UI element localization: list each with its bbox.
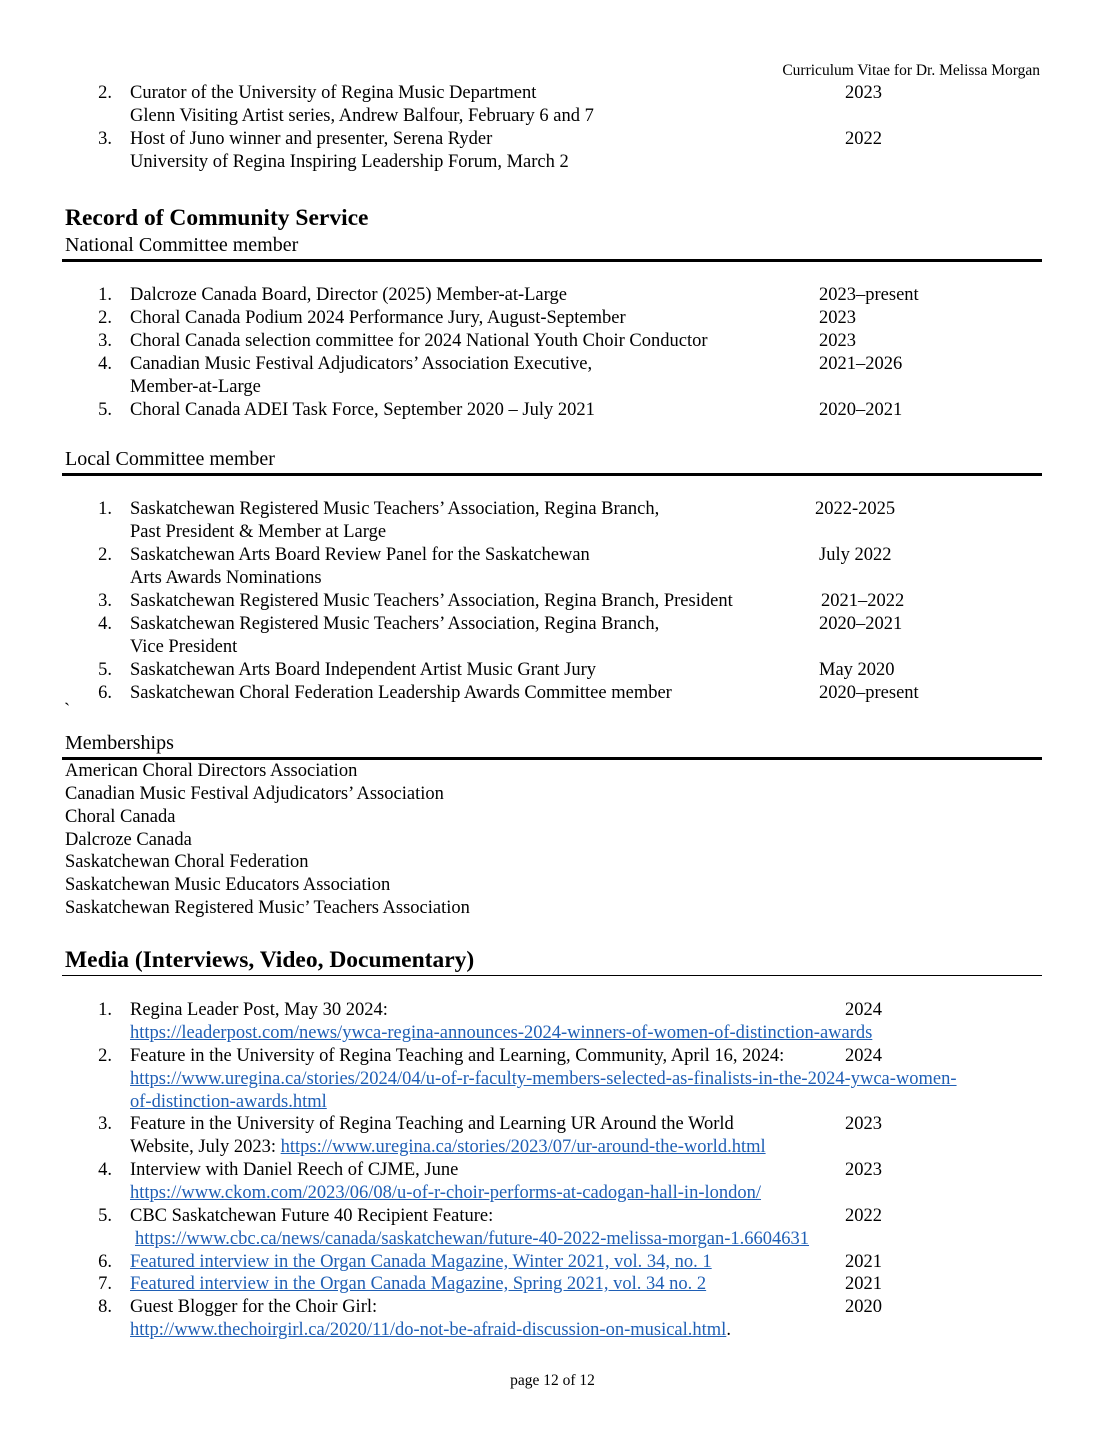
subsection-title-memberships: Memberships xyxy=(65,732,174,754)
membership-item: Dalcroze Canada xyxy=(65,830,192,850)
membership-item: Saskatchewan Choral Federation xyxy=(65,852,309,872)
list-item-text: Feature in the University of Regina Teaching and Learning, Community, April 16, 2024: xyxy=(130,1046,785,1066)
list-item-text: Saskatchewan Arts Board Review Panel for the Saskatchewan xyxy=(130,545,590,565)
membership-item: Saskatchewan Music Educators Association xyxy=(65,875,391,895)
list-item-text: Choral Canada ADEI Task Force, September 2020 – July 2021 xyxy=(130,400,595,420)
list-item-year: July 2022 xyxy=(819,545,892,565)
list-item-year: 2023 xyxy=(845,83,882,103)
list-item-year: 2024 xyxy=(845,1046,882,1066)
list-item-text: Website, July 2023: xyxy=(130,1137,281,1157)
list-number: 6. xyxy=(98,683,112,703)
list-item-year: 2022-2025 xyxy=(815,499,896,519)
divider xyxy=(62,259,1042,262)
list-item-year: 2020–2021 xyxy=(819,400,903,420)
list-item-year: 2022 xyxy=(845,1206,882,1226)
list-number: 5. xyxy=(98,1206,112,1226)
list-item-text: Interview with Daniel Reech of CJME, June xyxy=(130,1160,459,1180)
list-number: 3. xyxy=(98,129,112,149)
list-number: 4. xyxy=(98,354,112,374)
subsection-title-local: Local Committee member xyxy=(65,448,275,470)
list-number: 8. xyxy=(98,1297,112,1317)
list-number: 2. xyxy=(98,83,112,103)
list-item-text: Guest Blogger for the Choir Girl: xyxy=(130,1297,378,1317)
list-item-text: Canadian Music Festival Adjudicators’ Association Executive, xyxy=(130,354,593,374)
divider xyxy=(62,473,1042,476)
list-item-year: 2020–2021 xyxy=(819,614,903,634)
list-item-year: 2023 xyxy=(819,331,856,351)
list-item-text: Saskatchewan Choral Federation Leadership Awards Committee member xyxy=(130,683,672,703)
membership-item: Canadian Music Festival Adjudicators’ Association xyxy=(65,784,444,804)
list-item-text: Dalcroze Canada Board, Director (2025) Member-at-Large xyxy=(130,285,567,305)
list-number: 7. xyxy=(98,1274,112,1294)
list-item-text: Host of Juno winner and presenter, Serena Ryder xyxy=(130,129,493,149)
page-number: page 12 of 12 xyxy=(510,1372,595,1389)
list-item-text: Feature in the University of Regina Teaching and Learning UR Around the World xyxy=(130,1114,734,1134)
list-item-text: Arts Awards Nominations xyxy=(130,568,322,588)
list-item-text: Regina Leader Post, May 30 2024: xyxy=(130,1000,388,1020)
list-number: 3. xyxy=(98,331,112,351)
list-item-text: Member-at-Large xyxy=(130,377,261,397)
trailing-period: . xyxy=(726,1320,731,1340)
media-link[interactable]: http://www.thechoirgirl.ca/2020/11/do-not-be-afraid-discussion-on-musical.html xyxy=(130,1320,727,1340)
list-item-text: Curator of the University of Regina Music Department xyxy=(130,83,537,103)
list-item-year: 2021 xyxy=(845,1274,882,1294)
list-number: 2. xyxy=(98,308,112,328)
membership-item: Saskatchewan Registered Music’ Teachers Association xyxy=(65,898,470,918)
list-item-text: University of Regina Inspiring Leadership Forum, March 2 xyxy=(130,152,569,172)
list-number: 2. xyxy=(98,1046,112,1066)
list-item-text: Past President & Member at Large xyxy=(130,522,387,542)
list-item-year: 2023–present xyxy=(819,285,919,305)
list-item-year: 2021 xyxy=(845,1252,882,1272)
list-number: 4. xyxy=(98,1160,112,1180)
list-item-year: 2023 xyxy=(845,1114,882,1134)
list-number: 1. xyxy=(98,499,112,519)
list-number: 3. xyxy=(98,591,112,611)
media-link[interactable]: https://www.uregina.ca/stories/2023/07/ur-around-the-world.html xyxy=(280,1137,766,1157)
list-item-year: 2023 xyxy=(819,308,856,328)
section-title-community-service: Record of Community Service xyxy=(65,205,369,231)
section-title-media: Media (Interviews, Video, Documentary) xyxy=(65,947,475,973)
list-item-text: Saskatchewan Registered Music Teachers’ Association, Regina Branch, xyxy=(130,499,660,519)
list-item-year: May 2020 xyxy=(819,660,895,680)
list-item-text: Glenn Visiting Artist series, Andrew Balfour, February 6 and 7 xyxy=(130,106,594,126)
media-link[interactable]: https://www.uregina.ca/stories/2024/04/u-of-r-faculty-members-selected-as-finalists-in-the-2024-ywca-women- xyxy=(130,1069,957,1089)
list-item-text: Vice President xyxy=(130,637,238,657)
list-number: 1. xyxy=(98,1000,112,1020)
list-number: 2. xyxy=(98,545,112,565)
list-item-year: 2022 xyxy=(845,129,882,149)
membership-item: American Choral Directors Association xyxy=(65,761,358,781)
list-item-year: 2021–2026 xyxy=(819,354,903,374)
list-item-text: Choral Canada selection committee for 2024 National Youth Choir Conductor xyxy=(130,331,708,351)
list-number: 5. xyxy=(98,660,112,680)
stray-mark: ` xyxy=(64,701,71,721)
list-item-year: 2021–2022 xyxy=(821,591,905,611)
list-number: 1. xyxy=(98,285,112,305)
list-item-year: 2023 xyxy=(845,1160,882,1180)
list-number: 4. xyxy=(98,614,112,634)
list-item-year: 2020 xyxy=(845,1297,882,1317)
list-item-text: Choral Canada Podium 2024 Performance Jury, August-September xyxy=(130,308,626,328)
media-link[interactable]: https://leaderpost.com/news/ywca-regina-announces-2024-winners-of-women-of-distinction-awards xyxy=(130,1023,873,1043)
membership-item: Choral Canada xyxy=(65,807,176,827)
list-number: 6. xyxy=(98,1252,112,1272)
divider xyxy=(62,975,1042,976)
list-item-text: Saskatchewan Registered Music Teachers’ Association, Regina Branch, xyxy=(130,614,660,634)
subsection-title-national: National Committee member xyxy=(65,234,299,256)
list-item-text: Saskatchewan Registered Music Teachers’ Association, Regina Branch, President xyxy=(130,591,733,611)
list-number: 5. xyxy=(98,400,112,420)
list-item-year: 2020–present xyxy=(819,683,919,703)
media-link[interactable]: Featured interview in the Organ Canada Magazine, Spring 2021, vol. 34 no. 2 xyxy=(130,1274,707,1294)
media-link[interactable]: https://www.ckom.com/2023/06/08/u-of-r-choir-performs-at-cadogan-hall-in-london/ xyxy=(130,1183,762,1203)
list-item-text: Saskatchewan Arts Board Independent Artist Music Grant Jury xyxy=(130,660,597,680)
running-header: Curriculum Vitae for Dr. Melissa Morgan xyxy=(782,62,1040,79)
list-item-text: CBC Saskatchewan Future 40 Recipient Feature: xyxy=(130,1206,494,1226)
media-link[interactable]: Featured interview in the Organ Canada Magazine, Winter 2021, vol. 34, no. 1 xyxy=(130,1252,712,1272)
list-item-year: 2024 xyxy=(845,1000,882,1020)
media-link[interactable]: https://www.cbc.ca/news/canada/saskatchewan/future-40-2022-melissa-morgan-1.6604631 xyxy=(135,1229,810,1249)
media-link[interactable]: of-distinction-awards.html xyxy=(130,1092,327,1112)
list-number: 3. xyxy=(98,1114,112,1134)
